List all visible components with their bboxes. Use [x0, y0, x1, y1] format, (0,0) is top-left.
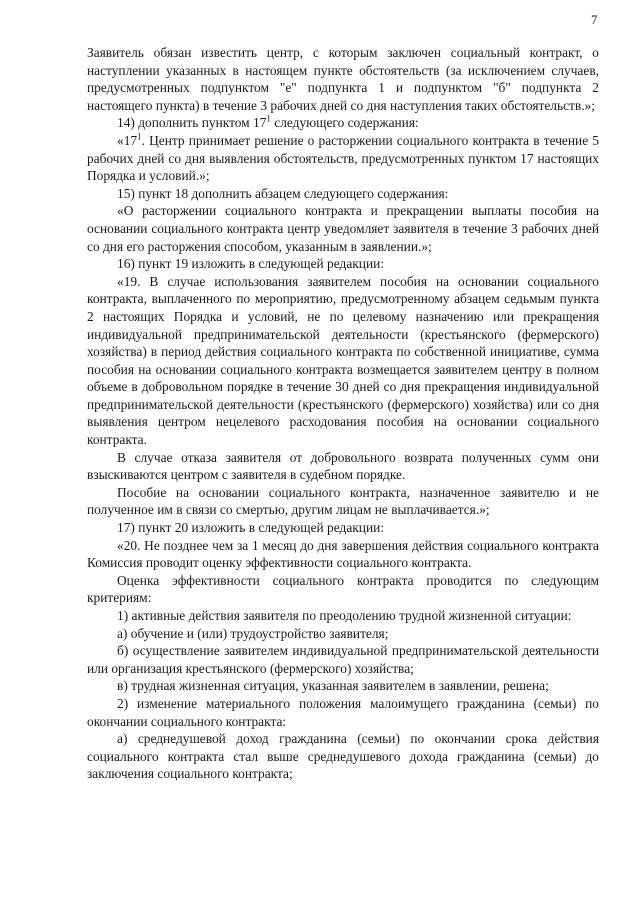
paragraph: «20. Не позднее чем за 1 месяц до дня завершения действия социального контракта Комиссия проводит оценку эффективности социального контракта. — [87, 537, 599, 571]
paragraph-text: . Центр принимает решение о расторжении социального контракта в течение 5 рабочих дней со дня выявления обстоятельств, предусмотренных пунктом 17 настоящих Порядка и условий.»; — [87, 132, 599, 184]
paragraph: Оценка эффективности социального контракта проводится по следующим критериям: — [87, 572, 599, 606]
paragraph: В случае отказа заявителя от добровольного возврата полученных сумм они взыскиваются центром с заявителя в судебном порядке. — [87, 449, 599, 483]
paragraph: а) среднедушевой доход гражданина (семьи) по окончании срока действия социального контракта стал выше среднедушевого дохода гражданина (семьи) до заключения социального контракта; — [87, 731, 599, 782]
paragraph — [87, 132, 599, 185]
paragraph: в) трудная жизненная ситуация, указанная заявителем в заявлении, решена; — [117, 678, 549, 694]
superscript: 1 — [137, 131, 142, 142]
paragraph: «19. В случае использования заявителем пособия на основании социального контракта, выплаченного по мероприятию, предусмотренному абзацем седьмым пункта 2 настоящих Порядка и условий, не по целевому назначению или прекращения индивидуальной предпринимательской деятельности (крестьянского (фермерского) хозяйства) в период действия социального контракта по собственной инициативе, сумма пособия на основании социального контракта возмещается заявителем центру в полном объеме в добровольном порядке в течение 30 дней со дня прекращения индивидуальной предпринимательской деятельности (крестьянского (фермерского) хозяйства) или со дня выявления центром нецелевого расходования пособия на основании социального контракта. — [87, 273, 599, 448]
paragraph: б) осуществление заявителем индивидуальной предпринимательской деятельности или организация крестьянского (фермерского) хозяйства; — [87, 643, 599, 676]
paragraph: 16) пункт 19 изложить в следующей редакции: — [117, 256, 385, 272]
paragraph-text: 14) дополнить пунктом 17 — [117, 115, 267, 131]
superscript: 1 — [266, 113, 271, 124]
paragraph-text: «17 — [117, 132, 138, 148]
paragraph: Пособие на основании социального контракта, назначенное заявителю и не полученное им в связи со смертью, другим лицам не выплачивается.»; — [87, 484, 599, 518]
paragraph — [87, 114, 599, 132]
paragraph: 17) пункт 20 изложить в следующей редакции: — [117, 520, 385, 536]
paragraph: 2) изменение материального положения малоимущего гражданина (семьи) по окончании социального контракта: — [87, 695, 599, 729]
paragraph: 15) пункт 18 дополнить абзацем следующего содержания: — [117, 185, 449, 201]
paragraph: «О расторжении социального контракта и прекращении выплаты пособия на основании социального контракта центр уведомляет заявителя в течение 3 рабочих дней со дня его расторжения способом, указанным в заявлении.»; — [87, 203, 599, 254]
document-body — [87, 44, 599, 783]
paragraph-text: следующего содержания: — [270, 115, 419, 131]
paragraph: Заявитель обязан известить центр, с которым заключен социальный контракт, о наступлении указанных в настоящем пункте обстоятельств (за исключением случаев, предусмотренных подпунктом "е" подпункта 1 и подпунктом "б" подпункта 2 настоящего пункта) в течение 3 рабочих дней со дня наступления таких обстоятельств.»; — [87, 45, 599, 113]
paragraph: а) обучение и (или) трудоустройство заявителя; — [117, 625, 389, 641]
page-number: 7 — [591, 12, 598, 27]
paragraph: 1) активные действия заявителя по преодолению трудной жизненной ситуации: — [117, 608, 572, 623]
